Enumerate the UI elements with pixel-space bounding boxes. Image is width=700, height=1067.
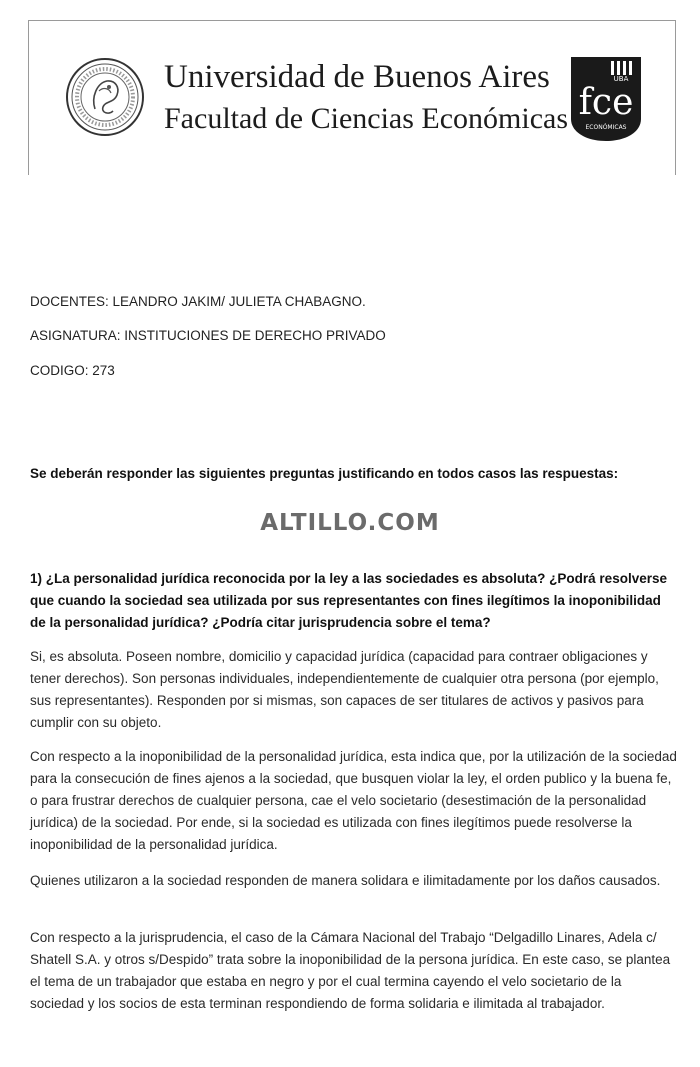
docentes-line: DOCENTES: LEANDRO JAKIM/ JULIETA CHABAGNO. (30, 294, 366, 309)
fce-logo-icon (571, 57, 641, 141)
answer-paragraph-4: Con respecto a la jurisprudencia, el caso de la Cámara Nacional del Trabajo “Delgadillo Linares, Adela c/ Shatell S.A. y otros s/Despido” trata sobre la inoponibilidad de la persona jurídica. En este caso, se plantea el tema de un trabajador que estaba en negro y por el cual termina cayendo el velo societario de la sociedad y los socios de esta terminan respondiendo de forma solidaria e ilimitada al trabajador. (30, 930, 671, 1011)
asignatura-line: ASIGNATURA: INSTITUCIONES DE DERECHO PRIVADO (30, 328, 386, 343)
faculty-name: Facultad de Ciencias Económicas (164, 102, 569, 135)
logo-text: fce (578, 82, 634, 123)
answer-paragraph-2: Con respecto a la inoponibilidad de la personalidad jurídica, esta indica que, por la utilización de la sociedad para la consecución de fines ajenos a la sociedad, que busquen violar la ley, el orden publico y la buena fe, o para frustrar derechos de cualquier persona, cae el velo societario (desestimación de la personalidad jurídica) de la sociedad. Por ende, si la sociedad es utilizada con fines ilegítimos puede resolverse la inoponibilidad de la personalidad jurídica. (30, 749, 677, 852)
university-seal-icon (65, 57, 145, 137)
document-header (28, 20, 676, 175)
question-1: 1) ¿La personalidad jurídica reconocida por la ley a las sociedades es absoluta? ¿Podrá resolverse que cuando la sociedad sea utilizada por sus representantes con fines ilegítimos la inoponibilidad de la personalidad jurídica? ¿Podría citar jurisprudencia sobre el tema? (30, 571, 667, 630)
codigo-line: CODIGO: 273 (30, 363, 115, 378)
logo-bottom-label: ECONÓMICAS (585, 124, 627, 131)
answer-paragraph-1: Si, es absoluta. Poseen nombre, domicilio y capacidad jurídica (capacidad para contraer obligaciones y tener derechos). Son personas individuales, independientemente de cualquier otra persona (por ejemplo, sus representantes). Responden por si mismas, son capaces de ser titulares de activos y pasivos para cumplir con su objeto. (30, 649, 659, 730)
watermark: ALTILLO.COM (260, 510, 440, 536)
instructions: Se deberán responder las siguientes preguntas justificando en todos casos las respuestas: (30, 466, 619, 481)
logo-top-label: UBA (613, 75, 629, 83)
answer-paragraph-3: Quienes utilizaron a la sociedad responden de manera solidara e ilimitadamente por los daños causados. (30, 873, 661, 888)
university-name: Universidad de Buenos Aires (164, 59, 550, 95)
